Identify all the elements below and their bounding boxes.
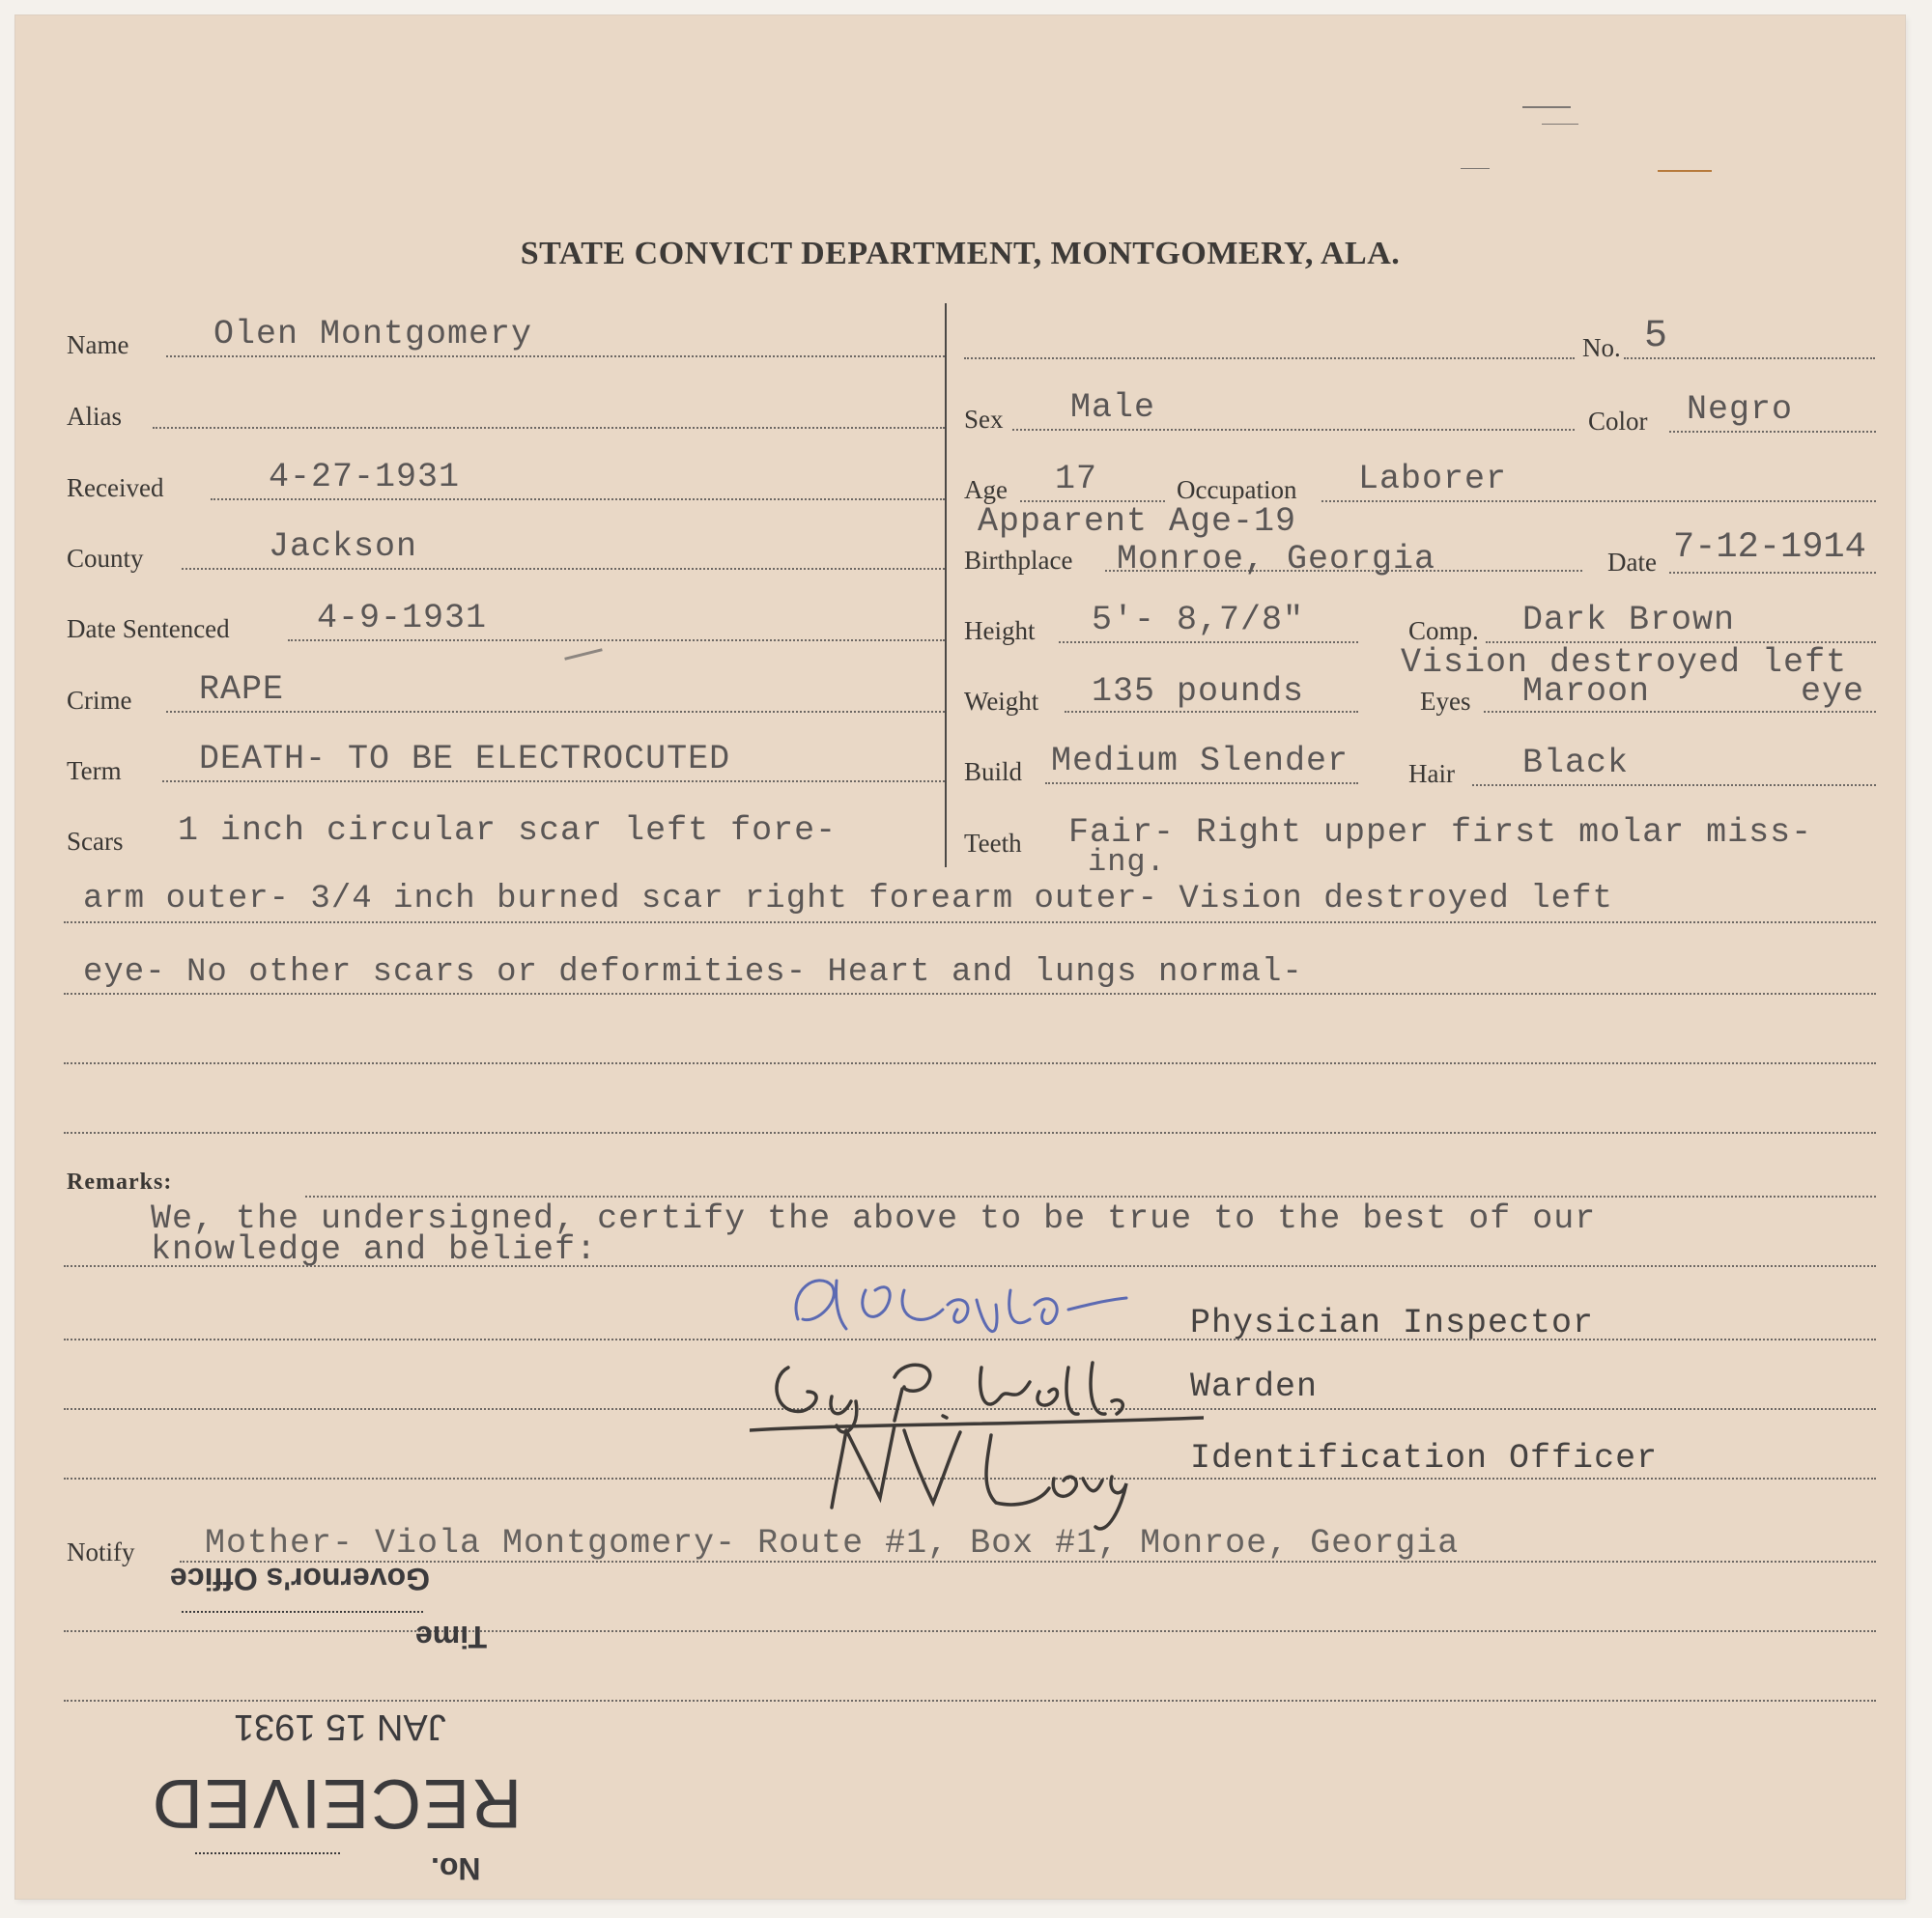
received-line — [211, 498, 945, 500]
build-value: Medium Slender — [1051, 742, 1350, 780]
date-sentenced-label: Date Sentenced — [67, 614, 230, 643]
notify-line-3 — [64, 1700, 1876, 1702]
comp-value: Dark Brown — [1522, 601, 1736, 639]
crime-label: Crime — [67, 686, 132, 715]
eyes-value: Maroon — [1522, 672, 1651, 711]
weight-label: Weight — [964, 687, 1039, 716]
occupation-line — [1321, 500, 1876, 502]
blank-line-2 — [64, 1132, 1876, 1134]
warden-label: Warden — [1190, 1368, 1319, 1406]
stamp-date: JAN 15 1931 — [234, 1706, 446, 1747]
remarks-line — [305, 1196, 1876, 1198]
height-line — [1059, 641, 1358, 643]
color-label: Color — [1588, 407, 1648, 436]
notify-line-2 — [64, 1630, 1876, 1632]
top-right-line — [964, 357, 1575, 359]
scars-value-line2: arm outer- 3/4 inch burned scar right forearm outer- Vision destroyed left — [83, 881, 1613, 917]
stray-mark — [1461, 168, 1490, 169]
color-value: Negro — [1687, 390, 1794, 429]
scars-line3 — [64, 993, 1876, 995]
age-value: 17 — [1055, 460, 1098, 498]
record-card — [15, 15, 1905, 1899]
stamp-received: RECEIVED — [151, 1764, 523, 1842]
eyes-label: Eyes — [1420, 687, 1471, 716]
received-label: Received — [67, 473, 164, 502]
received-value: 4-27-1931 — [269, 458, 461, 496]
birthplace-label: Birthplace — [964, 546, 1073, 575]
date-line — [1669, 572, 1876, 574]
term-line — [162, 780, 945, 782]
scars-value-line1: 1 inch circular scar left fore- — [178, 811, 838, 850]
hair-line — [1472, 784, 1876, 786]
height-value: 5'- 8,7/8" — [1092, 601, 1305, 639]
color-line — [1669, 431, 1876, 433]
weight-line — [1065, 711, 1358, 713]
age-label: Age — [964, 475, 1008, 504]
teeth-value: Fair- Right upper first molar miss- — [1068, 813, 1813, 852]
name-line — [166, 355, 945, 357]
crime-line — [166, 711, 945, 713]
stamp-time-line — [182, 1611, 423, 1613]
date-sentenced-line — [288, 639, 945, 641]
sex-line — [1012, 429, 1575, 431]
stamp-no: No. — [431, 1851, 481, 1886]
apparent-age-note: Apparent Age-19 — [978, 502, 1297, 541]
notify-label: Notify — [67, 1537, 135, 1566]
comp-label: Comp. — [1408, 616, 1479, 645]
remarks-label: Remarks: — [67, 1170, 173, 1195]
eyes-line — [1484, 711, 1876, 713]
stray-mark — [1542, 124, 1578, 125]
notify-value: Mother- Viola Montgomery- Route #1, Box #1, Monroe, Georgia — [205, 1524, 1460, 1563]
term-label: Term — [67, 756, 122, 785]
certify-line1: We, the undersigned, certify the above to be true to the best of our — [151, 1199, 1597, 1238]
teeth-cont: ing. — [1088, 844, 1166, 880]
weight-value: 135 pounds — [1092, 672, 1305, 711]
stray-mark — [1522, 106, 1571, 108]
no-value: 5 — [1644, 315, 1669, 358]
vision-note: Vision destroyed left — [1401, 643, 1848, 682]
occupation-value: Laborer — [1358, 460, 1508, 498]
alias-line — [153, 427, 945, 429]
county-value: Jackson — [269, 527, 418, 566]
sex-value: Male — [1070, 388, 1156, 427]
hair-label: Hair — [1408, 759, 1455, 788]
name-label: Name — [67, 330, 129, 359]
hair-value: Black — [1522, 744, 1630, 782]
name-value: Olen Montgomery — [213, 315, 533, 353]
ink-smudge — [564, 648, 603, 661]
sex-label: Sex — [964, 405, 1004, 434]
identification-officer-label: Identification Officer — [1190, 1439, 1659, 1478]
blank-line-1 — [64, 1062, 1876, 1064]
height-label: Height — [964, 616, 1036, 645]
scars-line2 — [64, 921, 1876, 923]
build-label: Build — [964, 757, 1023, 786]
occupation-label: Occupation — [1177, 475, 1297, 504]
county-label: County — [67, 544, 144, 573]
date-sentenced-value: 4-9-1931 — [317, 599, 488, 637]
crime-value: RAPE — [199, 670, 285, 709]
teeth-label: Teeth — [964, 829, 1022, 858]
stamp-governors-office: Governor's Office — [170, 1562, 431, 1596]
eyes-note-cont: eye — [1801, 672, 1865, 711]
birthplace-value: Monroe, Georgia — [1117, 540, 1436, 578]
scars-value-line3: eye- No other scars or deformities- Heart and lungs normal- — [83, 954, 1303, 991]
stray-mark — [1658, 170, 1712, 172]
certify-line2: knowledge and belief: — [151, 1230, 598, 1269]
no-label: No. — [1582, 333, 1621, 362]
build-line — [1045, 782, 1358, 784]
scars-label: Scars — [67, 827, 124, 856]
stamp-time: Time — [415, 1620, 488, 1654]
physician-inspector-label: Physician Inspector — [1190, 1304, 1595, 1342]
alias-label: Alias — [67, 402, 122, 431]
form-title: STATE CONVICT DEPARTMENT, MONTGOMERY, ALA. — [520, 236, 1401, 271]
column-divider — [945, 303, 947, 867]
date-value: 7-12-1914 — [1673, 527, 1866, 568]
county-line — [182, 568, 945, 570]
date-label: Date — [1607, 548, 1657, 577]
stamp-no-line — [195, 1852, 340, 1854]
term-value: DEATH- TO BE ELECTROCUTED — [199, 740, 731, 778]
